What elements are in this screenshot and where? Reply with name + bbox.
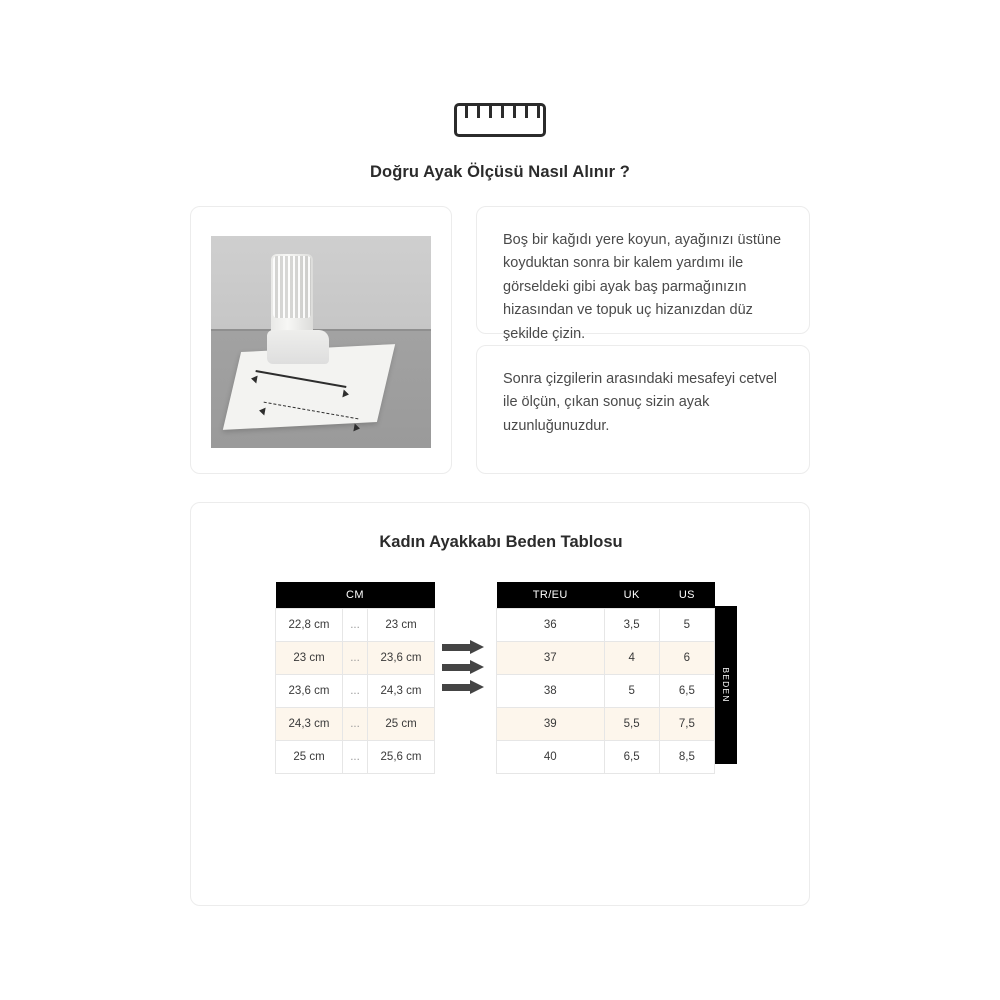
cm-from: 22,8 cm (276, 609, 343, 642)
table-row (497, 741, 715, 774)
table-row (497, 642, 715, 675)
cm-from: 23,6 cm (276, 675, 343, 708)
size-tr-eu: 37 (497, 642, 605, 675)
cm-separator: ... (343, 675, 368, 708)
size-tr-eu: 36 (497, 609, 605, 642)
cm-separator: ... (343, 741, 368, 774)
size-us: 6 (659, 642, 714, 675)
size-header-tr-eu: TR/EU (497, 582, 605, 609)
foot-measurement-photo (211, 236, 431, 448)
cm-to: 23 cm (368, 609, 435, 642)
cm-table-header-row (276, 582, 435, 609)
size-table-title: Kadın Ayakkabı Beden Tablosu (379, 533, 623, 551)
table-row (497, 708, 715, 741)
table-row (276, 609, 435, 642)
cm-separator: ... (343, 609, 368, 642)
arrow-icon (442, 681, 490, 693)
size-uk: 4 (604, 642, 659, 675)
beden-side-label (715, 606, 737, 764)
cm-header: CM (276, 582, 435, 609)
cm-table (275, 582, 435, 774)
ruler-icon-container (0, 103, 1000, 142)
size-tr-eu: 38 (497, 675, 605, 708)
cm-from: 24,3 cm (276, 708, 343, 741)
size-table-card (190, 502, 810, 906)
table-row (276, 741, 435, 774)
illustration-card (190, 206, 452, 474)
arrow-icon (442, 661, 490, 673)
size-uk: 5,5 (604, 708, 659, 741)
table-row (497, 609, 715, 642)
cm-from: 25 cm (276, 741, 343, 774)
size-table-header-row (497, 582, 715, 609)
size-uk: 6,5 (604, 741, 659, 774)
size-us: 7,5 (659, 708, 714, 741)
size-header-us: US (659, 582, 714, 609)
size-us: 5 (659, 609, 714, 642)
step-1-card (476, 206, 810, 342)
step-2-text: Sonra çizgilerin arasındaki mesafeyi cetvel ile ölçün, çıkan sonuç sizin ayak uzunluğunuzdur. (503, 371, 778, 434)
cm-to: 25,6 cm (368, 741, 435, 774)
size-uk: 5 (604, 675, 659, 708)
cm-separator: ... (343, 642, 368, 675)
ruler-icon (454, 103, 546, 137)
table-row (276, 675, 435, 708)
cm-from: 23 cm (276, 642, 343, 675)
photo-sock-ribbing (273, 256, 311, 318)
size-header-uk: UK (604, 582, 659, 609)
table-row (497, 675, 715, 708)
size-us: 8,5 (659, 741, 714, 774)
step-1-text: Boş bir kağıdı yere koyun, ayağınızı üstüne koyduktan sonra bir kalem yardımı ile görseldeki gibi ayak baş parmağınızın hizasından ve topuk uç hizanızdan düz şekilde çizin. (503, 232, 782, 342)
photo-wall (211, 236, 431, 331)
step-2-card (476, 345, 810, 474)
cm-to: 25 cm (368, 708, 435, 741)
size-uk: 3,5 (604, 609, 659, 642)
arrow-icon (442, 641, 490, 653)
size-tr-eu: 39 (497, 708, 605, 741)
table-row (276, 642, 435, 675)
cm-separator: ... (343, 708, 368, 741)
conversion-arrows (442, 641, 492, 705)
cm-to: 23,6 cm (368, 642, 435, 675)
table-row (276, 708, 435, 741)
size-us: 6,5 (659, 675, 714, 708)
page-title: Doğru Ayak Ölçüsü Nasıl Alınır ? (370, 163, 630, 181)
cm-to: 24,3 cm (368, 675, 435, 708)
size-conversion-table (496, 582, 715, 774)
beden-side-label-text: BEDEN (721, 667, 731, 703)
size-tr-eu: 40 (497, 741, 605, 774)
